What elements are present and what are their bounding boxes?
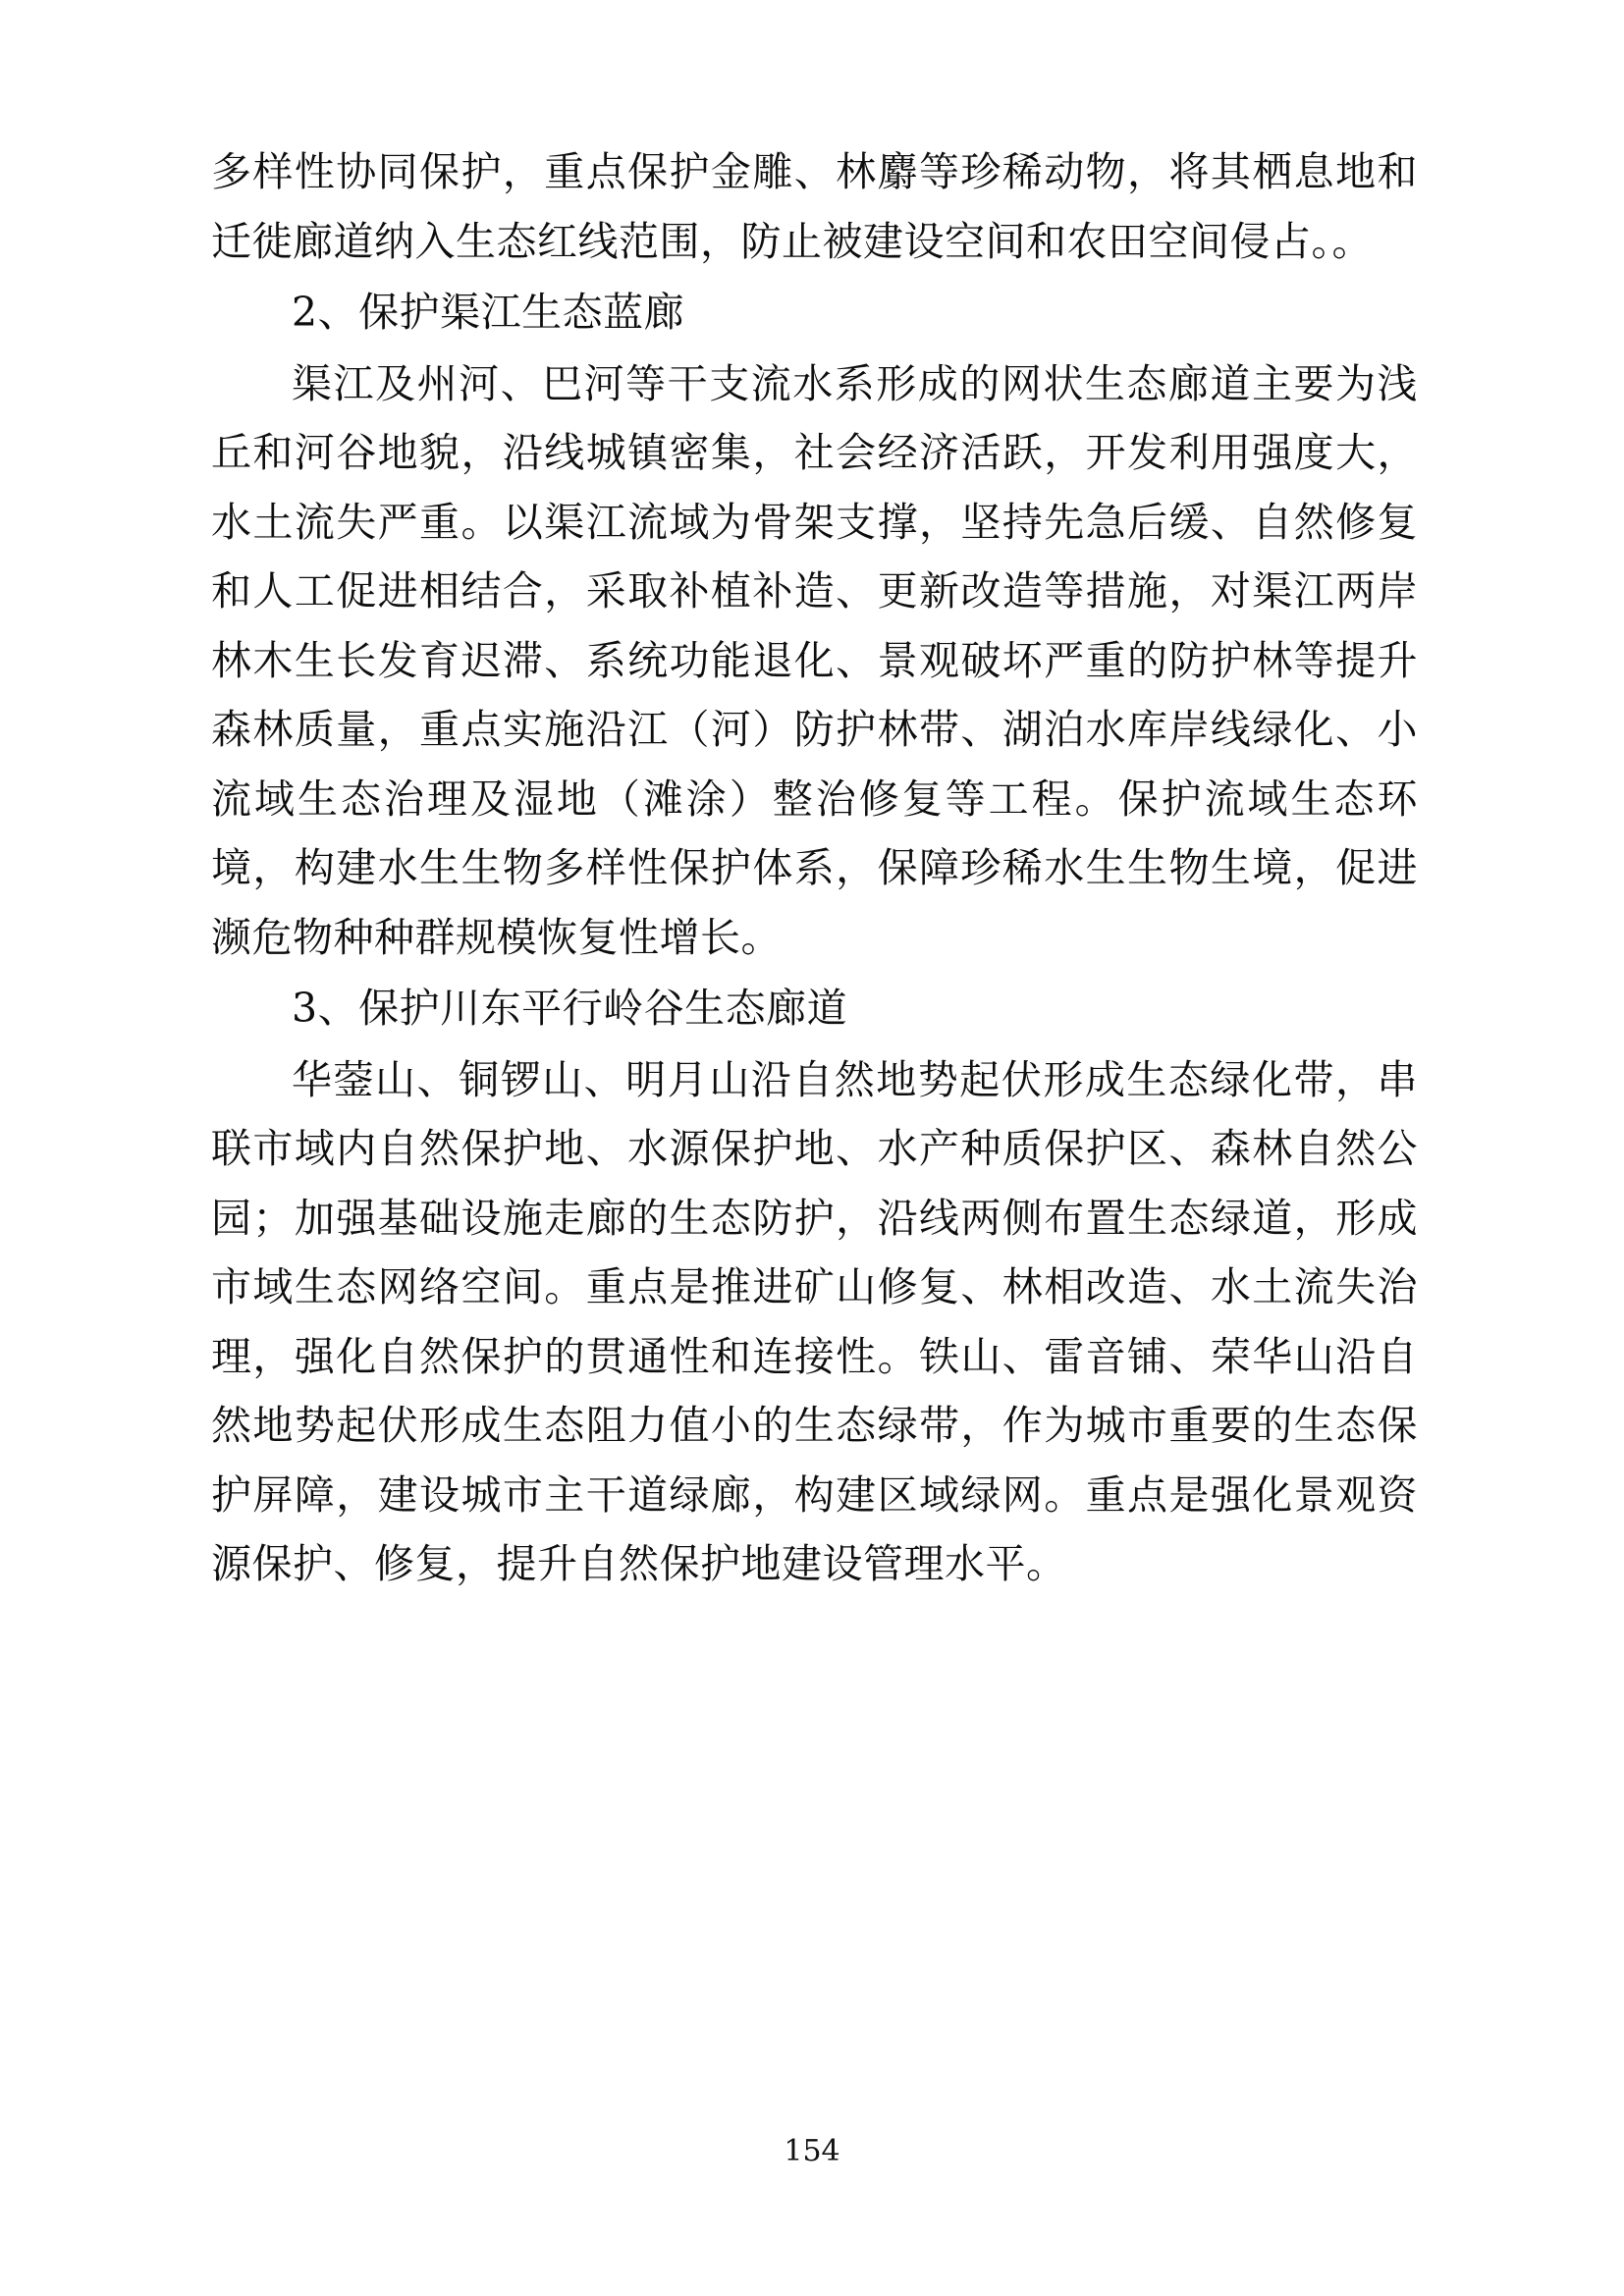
page-number: 154 (784, 2134, 840, 2168)
paragraph-chuandong-corridor: 华蓥山、铜锣山、明月山沿自然地势起伏形成生态绿化带，串联市域内自然保护地、水源保护地、水产种质保护区、森林自然公园；加强基础设施走廊的生态防护，沿线两侧布置生态绿道，形成市域生态网络空间。重点是推进矿山修复、林相改造、水土流失治理，强化自然保护的贯通性和连接性。铁山、雷音铺、荣华山沿自然地势起伏形成生态阻力值小的生态绿带，作为城市重要的生态保护屏障，建设城市主干道绿廊，构建区域绿网。重点是强化景观资源保护、修复，提升自然保护地建设管理水平。 (211, 1055, 1418, 1588)
paragraph-qujiang-blue-corridor: 渠江及州河、巴河等干支流水系形成的网状生态廊道主要为浅丘和河谷地貌，沿线城镇密集，社会经济活跃，开发利用强度大，水土流失严重。以渠江流域为骨架支撑，坚持先急后缓、自然修复和人工促进相结合，采取补植补造、更新改造等措施，对渠江两岸林木生长发育迟滞、系统功能退化、景观破坏严重的防护林等提升森林质量，重点实施沿江（河）防护林带、湖泊水库岸线绿化、小流域生态治理及湿地（滩涂）整治修复等工程。保护流域生态环境，构建水生生物多样性保护体系，保障珍稀水生生物生境，促进濒危物种种群规模恢复性增长。 (211, 359, 1418, 961)
section-heading-2: 2、保护渠江生态蓝廊 (292, 289, 685, 337)
paragraph-continued: 多样性协同保护，重点保护金雕、林麝等珍稀动物，将其栖息地和迁徙廊道纳入生态红线范围，防止被建设空间和农田空间侵占。。 (211, 148, 1418, 265)
section-heading-3: 3、保护川东平行岭谷生态廊道 (292, 985, 848, 1033)
